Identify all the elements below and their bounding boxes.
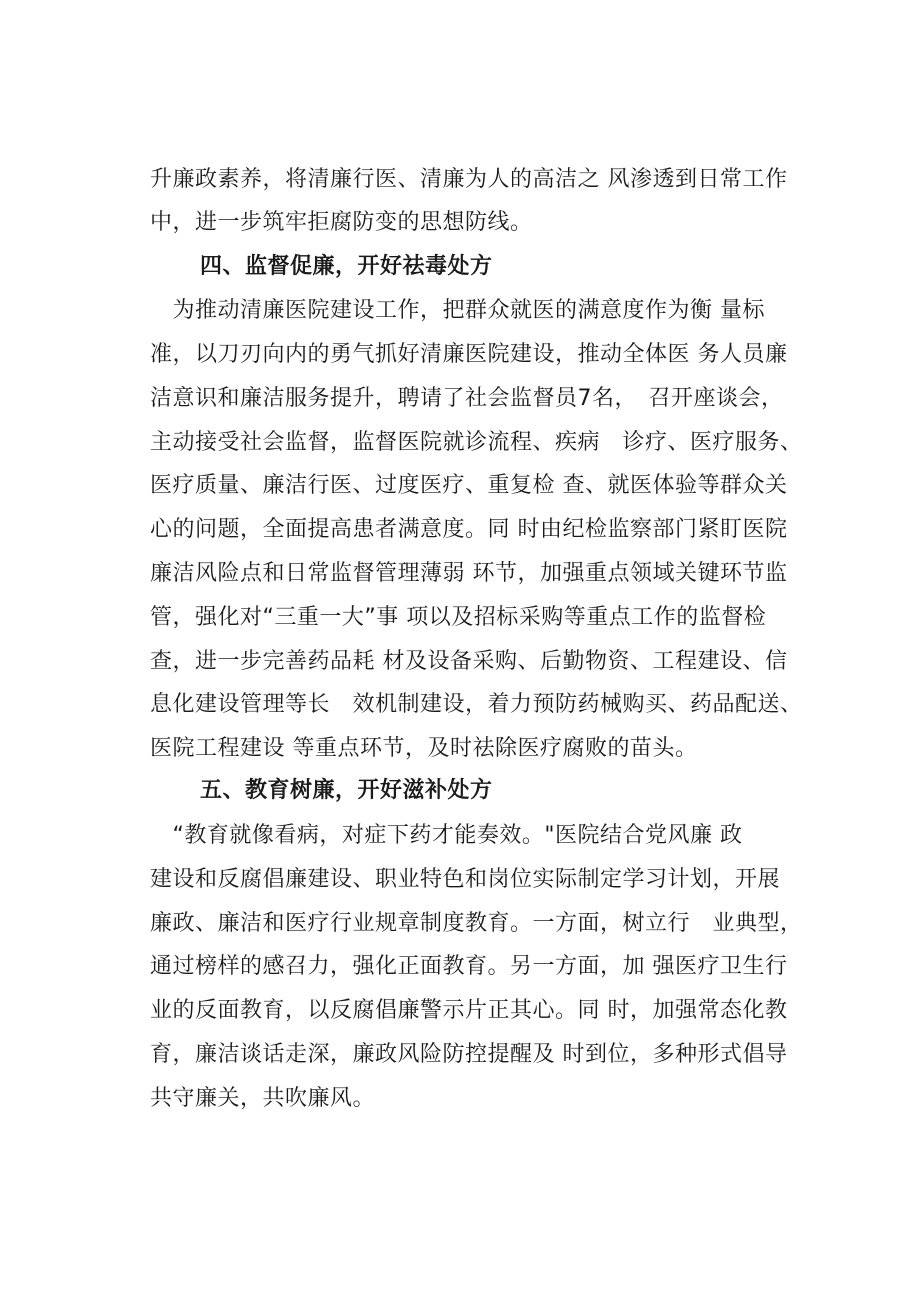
section-4-line-3: 洁意识和廉洁服务提升，聘请了社会监督员7名， 召开座谈会， bbox=[150, 386, 784, 411]
section-5-line-4: 通过榜样的感召力，强化正面教育。另一方面，加 强医疗卫生行 bbox=[150, 954, 788, 979]
section-5-line-3: 廉政、廉洁和医疗行业规章制度教育。一方面，树立行 业典型， bbox=[150, 911, 803, 936]
section-5-line-1: “教育就像看病，对症下药才能奏效。"医院结合党风廉 政 bbox=[150, 823, 743, 848]
section-4-line-7: 廉洁风险点和日常监督管理薄弱 环节，加强重点领域关键环节监 bbox=[150, 561, 788, 586]
section-4-line-4: 主动接受社会监督，监督医院就诊流程、疾病 诊疗、医疗服务、 bbox=[150, 430, 803, 455]
section-4-line-11: 医院工程建设 等重点环节，及时祛除医疗腐败的苗头。 bbox=[150, 736, 698, 761]
section-5-line-7: 共守廉关，共吹廉风。 bbox=[150, 1086, 376, 1111]
intro-line-1: 升廉政素养，将清廉行医、清廉为人的高洁之 风渗透到日常工作 bbox=[150, 167, 788, 192]
section-4-heading: 四、监督促廉，开好祛毒处方 bbox=[200, 254, 493, 279]
section-5-line-2: 建设和反腐倡廉建设、职业特色和岗位实际制定学习计划，开展 bbox=[150, 867, 781, 892]
intro-line-2: 中，进一步筑牢拒腐防变的思想防线。 bbox=[150, 210, 533, 235]
section-5-heading: 五、教育树廉，开好滋补处方 bbox=[200, 778, 493, 803]
section-4-line-1: 为推动清廉医院建设工作，把群众就医的满意度作为衡 量标 bbox=[150, 298, 765, 323]
section-4-line-8: 管，强化对“三重一大”事 项以及招标采购等重点工作的监督检 bbox=[150, 605, 767, 630]
section-4-line-9: 查，进一步完善药品耗 材及设备采购、后勤物资、工程建设、信 bbox=[150, 649, 788, 674]
section-4-line-5: 医疗质量、廉洁行医、过度医疗、重复检 查、就医体验等群众关 bbox=[150, 473, 788, 498]
section-4-line-6: 心的问题，全面提高患者满意度。同 时由纪检监察部门紧盯医院 bbox=[150, 517, 788, 542]
section-4-line-10: 息化建设管理等长 效机制建设，着力预防药械购买、药品配送、 bbox=[150, 692, 803, 717]
section-5-line-6: 育，廉洁谈话走深，廉政风险防控提醒及 时到位，多种形式倡导 bbox=[150, 1042, 788, 1067]
section-4-line-2: 准，以刀刃向内的勇气抓好清廉医院建设，推动全体医 务人员廉 bbox=[150, 342, 788, 367]
section-5-line-5: 业的反面教育，以反腐倡廉警示片正其心。同 时，加强常态化教 bbox=[150, 998, 788, 1023]
